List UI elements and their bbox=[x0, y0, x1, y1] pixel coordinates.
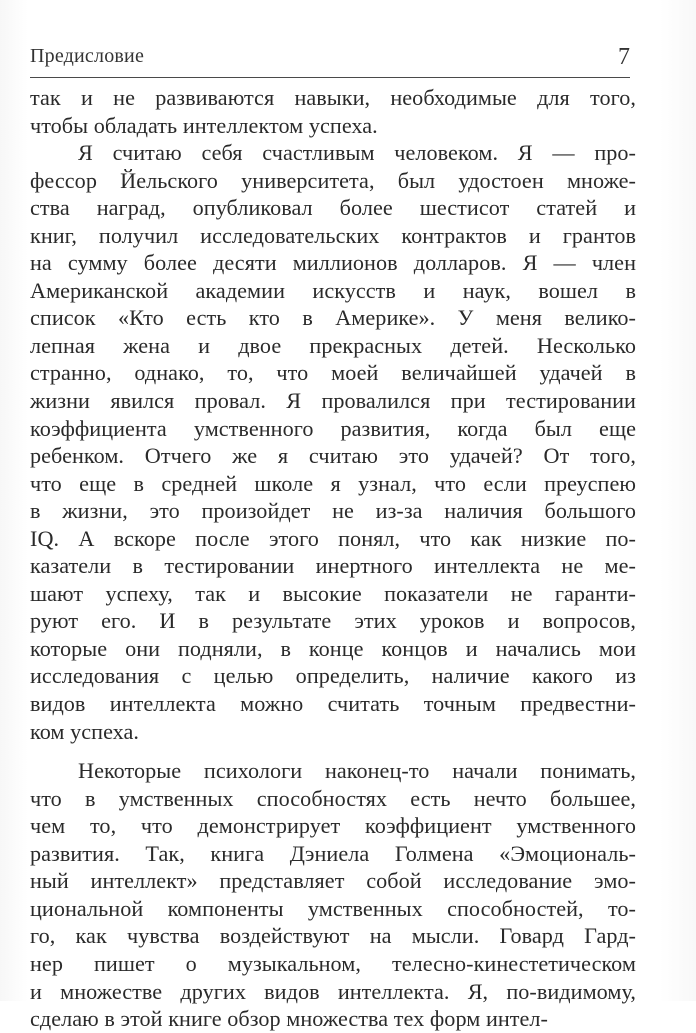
text-line: лепная жена и двое прекрасных детей. Несколько bbox=[30, 332, 636, 358]
text-line: которые они подняли, в конце концов и начались мои bbox=[30, 635, 636, 661]
text-line: казатели в тестировании инертного интеллекта не ме- bbox=[30, 553, 636, 579]
text-line: исследования с целью определить, наличие какого из bbox=[30, 663, 636, 689]
text-line: ком успеха. bbox=[30, 718, 140, 744]
text-line: развития. Так, книга Дэниела Голмена «Эмоциональ- bbox=[30, 840, 636, 866]
text-line: го, как чувства воздействуют на мысли. Говард Гард- bbox=[30, 923, 636, 949]
text-line: в жизни, это произойдет не из-за наличия большого bbox=[30, 498, 636, 524]
paragraph bbox=[30, 139, 636, 745]
text-line: так и не развиваются навыки, необходимые для того, bbox=[30, 85, 636, 110]
text-line: книг, получил исследовательских контрактов и грантов bbox=[30, 222, 636, 248]
text-line: коэффициента умственного развития, когда был еще bbox=[30, 415, 636, 441]
text-line: циональной компоненты умственных способностей, то- bbox=[30, 895, 636, 921]
text-line: ства наград, опубликовал более шестисот статей и bbox=[30, 195, 636, 221]
text-line: что еще в средней школе я узнал, что если преуспею bbox=[30, 470, 636, 496]
text-line: шают успеху, так и высокие показатели не гаранти- bbox=[30, 580, 636, 606]
text-line: жизни явился провал. Я провалился при тестировании bbox=[30, 388, 636, 414]
text-line: ный интеллект» представляет собой исследование эмо- bbox=[30, 868, 636, 894]
body-text bbox=[30, 84, 636, 1033]
text-line: ребенком. Отчего же я считаю это удачей? От того, bbox=[30, 443, 636, 469]
running-head bbox=[30, 38, 630, 68]
header-rule bbox=[30, 77, 630, 78]
text-line: странно, однако, то, что моей величайшей удачей в bbox=[30, 360, 636, 386]
text-line: IQ. А вскоре после этого понял, что как низкие по- bbox=[30, 525, 636, 551]
section-title: Предисловие bbox=[30, 45, 145, 67]
page-number: 7 bbox=[618, 44, 630, 70]
paragraph bbox=[30, 757, 636, 1032]
text-line: Американской академии искусств и наук, вошел в bbox=[30, 277, 636, 303]
paragraph-gap bbox=[30, 745, 636, 757]
paragraph bbox=[30, 84, 636, 139]
text-line: на сумму более десяти миллионов долларов. Я — член bbox=[30, 250, 636, 276]
text-line: чтобы обладать интеллектом успеха. bbox=[30, 112, 378, 138]
text-line: нер пишет о музыкальном, телесно-кинестетическом bbox=[30, 950, 636, 976]
text-line: фессор Йельского университета, был удостоен множе- bbox=[30, 167, 636, 193]
text-line: Некоторые психологи наконец-то начали понимать, bbox=[78, 758, 636, 784]
text-line: и множестве других видов интеллекта. Я, по-видимому, bbox=[30, 978, 636, 1004]
text-line: Я считаю себя счастливым человеком. Я — про- bbox=[78, 140, 636, 166]
text-line: список «Кто есть кто в Америке». У меня велико- bbox=[30, 305, 636, 331]
text-line: сделаю в этой книге обзор множества тех форм интел- bbox=[30, 1006, 548, 1032]
text-line: что в умственных способностях есть нечто большее, bbox=[30, 785, 636, 811]
text-line: видов интеллекта можно считать точным предвестни- bbox=[30, 691, 636, 717]
text-line: чем то, что демонстрирует коэффициент умственного bbox=[30, 813, 636, 839]
text-line: руют его. И в результате этих уроков и вопросов, bbox=[30, 608, 636, 634]
